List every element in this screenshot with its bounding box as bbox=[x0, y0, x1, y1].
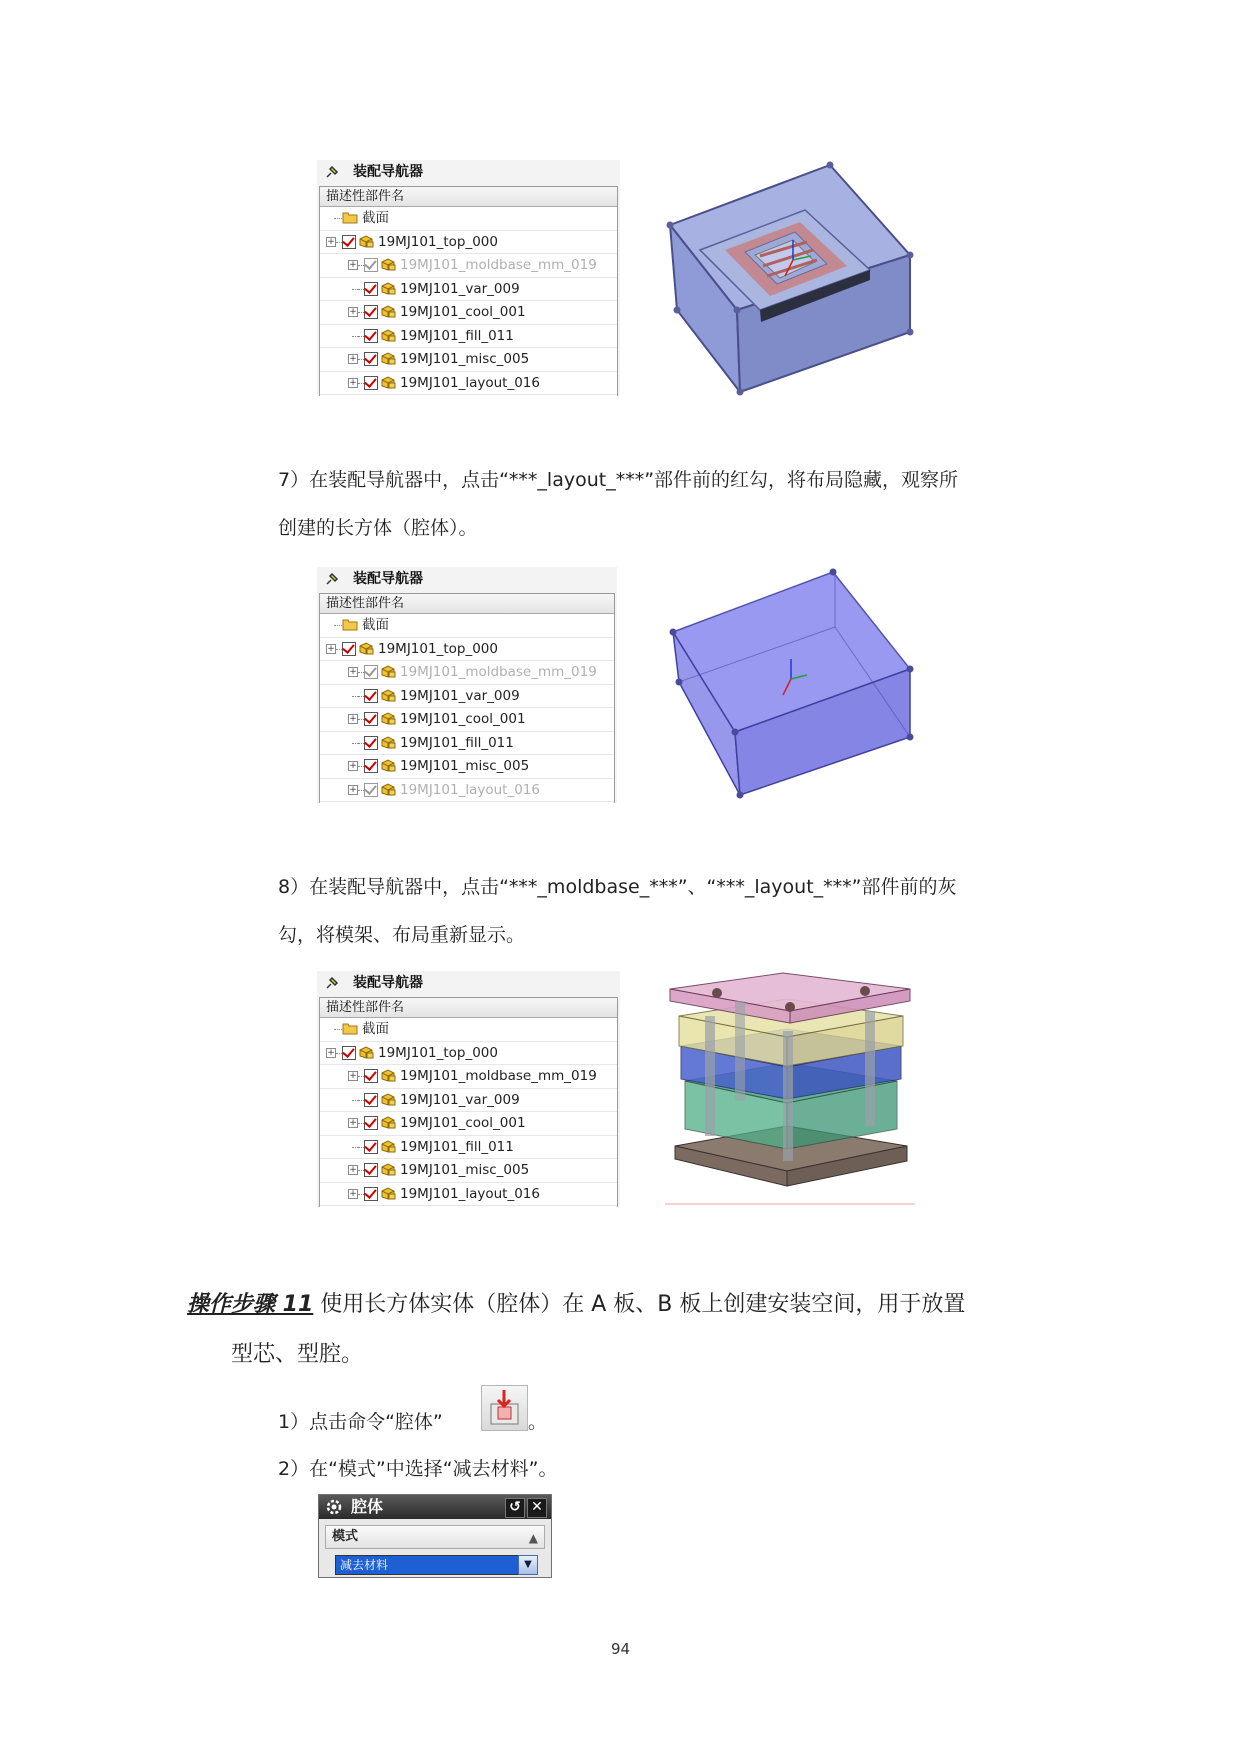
assembly-part-icon bbox=[380, 711, 396, 725]
tree-row-part[interactable] bbox=[320, 372, 617, 396]
expand-icon[interactable]: + bbox=[327, 643, 335, 654]
expand-icon[interactable]: + bbox=[349, 714, 357, 724]
tree-row-part[interactable] bbox=[320, 638, 614, 662]
expand-icon[interactable]: + bbox=[349, 1165, 357, 1175]
step-7-line-2: 创建的长方体（腔体）。 bbox=[278, 517, 478, 539]
expand-icon[interactable]: + bbox=[349, 1118, 357, 1128]
visibility-checkbox[interactable] bbox=[364, 665, 378, 679]
pin-icon bbox=[325, 572, 339, 586]
visibility-checkbox[interactable] bbox=[364, 1140, 378, 1154]
tree-row-part[interactable] bbox=[320, 1042, 617, 1066]
visibility-checkbox[interactable] bbox=[342, 235, 356, 249]
tree-row-section[interactable]: 截面 bbox=[320, 614, 614, 638]
visibility-checkbox[interactable] bbox=[364, 1163, 378, 1177]
tree-row-part[interactable] bbox=[320, 732, 614, 756]
assembly-navigator-panel-2 bbox=[317, 567, 617, 803]
moldbase-model-image bbox=[665, 971, 915, 1207]
visibility-checkbox[interactable] bbox=[364, 1069, 378, 1083]
tree-row-part[interactable] bbox=[320, 254, 617, 278]
expand-icon[interactable]: + bbox=[349, 1071, 357, 1081]
part-name: 19MJ101_misc_005 bbox=[400, 758, 530, 774]
expand-icon[interactable]: + bbox=[349, 1188, 357, 1199]
reset-icon[interactable]: ↺ bbox=[505, 1498, 525, 1518]
expand-icon[interactable]: + bbox=[349, 761, 357, 771]
visibility-checkbox[interactable] bbox=[342, 1046, 356, 1060]
folder-icon bbox=[342, 211, 358, 224]
part-name: 19MJ101_cool_001 bbox=[400, 304, 526, 320]
expand-icon[interactable]: + bbox=[349, 307, 357, 317]
tree-row-part[interactable] bbox=[320, 325, 617, 349]
column-header[interactable]: 描述性部件名 bbox=[320, 187, 617, 207]
assembly-part-icon bbox=[380, 328, 396, 342]
step-11-label: 操作步骤 11 bbox=[187, 1292, 314, 1317]
tree-row-part[interactable] bbox=[320, 1183, 617, 1207]
expand-icon[interactable]: + bbox=[349, 377, 357, 388]
visibility-checkbox[interactable] bbox=[364, 352, 378, 366]
tree-row-part[interactable] bbox=[320, 708, 614, 732]
tree-row-part[interactable] bbox=[320, 1159, 617, 1183]
folder-icon bbox=[342, 618, 358, 631]
tree-row-part[interactable] bbox=[320, 1136, 617, 1160]
pin-icon bbox=[325, 976, 339, 990]
part-name: 19MJ101_top_000 bbox=[378, 233, 498, 250]
column-header[interactable]: 描述性部件名 bbox=[320, 998, 617, 1018]
mode-select[interactable]: 减去材料 bbox=[335, 1555, 519, 1575]
pin-icon bbox=[325, 165, 339, 179]
navigator-title: 装配导航器 bbox=[317, 160, 620, 186]
assembly-part-icon bbox=[380, 281, 396, 295]
column-header[interactable]: 描述性部件名 bbox=[320, 594, 614, 614]
visibility-checkbox[interactable] bbox=[364, 329, 378, 343]
assembly-part-icon bbox=[380, 257, 396, 271]
cavity-command-icon[interactable] bbox=[481, 1385, 528, 1431]
tree-row-part[interactable] bbox=[320, 231, 617, 255]
assembly-part-icon bbox=[380, 375, 396, 389]
navigator-title: 装配导航器 bbox=[317, 567, 617, 593]
visibility-checkbox[interactable] bbox=[364, 736, 378, 750]
navigator-table bbox=[319, 186, 618, 396]
tree-row-part[interactable] bbox=[320, 685, 614, 709]
tree-row-section[interactable]: 截面 bbox=[320, 1018, 617, 1042]
expand-icon[interactable]: + bbox=[349, 667, 357, 677]
cavity-layout-model-image bbox=[665, 160, 915, 400]
assembly-part-icon bbox=[380, 304, 396, 318]
visibility-checkbox[interactable] bbox=[364, 759, 378, 773]
tree-row-part[interactable] bbox=[320, 1065, 617, 1089]
visibility-checkbox[interactable] bbox=[364, 376, 378, 390]
step-7-line-1: 7）在装配导航器中，点击“***_layout_***”部件前的红勾，将布局隐藏，观察所 bbox=[278, 469, 959, 491]
assembly-part-icon bbox=[358, 234, 374, 248]
part-name: 19MJ101_cool_001 bbox=[400, 1115, 526, 1131]
chevron-down-icon[interactable]: ▼ bbox=[518, 1555, 538, 1575]
mode-section-header[interactable]: 模式 ▲ bbox=[325, 1525, 545, 1549]
assembly-part-icon bbox=[380, 1068, 396, 1082]
assembly-part-icon bbox=[380, 782, 396, 796]
visibility-checkbox[interactable] bbox=[364, 783, 378, 797]
tree-row-part[interactable] bbox=[320, 1112, 617, 1136]
expand-icon[interactable]: + bbox=[349, 784, 357, 795]
visibility-checkbox[interactable] bbox=[364, 305, 378, 319]
assembly-part-icon bbox=[380, 1092, 396, 1106]
visibility-checkbox[interactable] bbox=[364, 712, 378, 726]
step-11-text-line-2: 型芯、型腔。 bbox=[231, 1342, 364, 1367]
part-name: 19MJ101_moldbase_mm_019 bbox=[400, 664, 597, 680]
part-name: 19MJ101_var_009 bbox=[400, 1091, 520, 1108]
part-name: 19MJ101_fill_011 bbox=[400, 327, 514, 344]
assembly-part-icon bbox=[358, 1045, 374, 1059]
tree-row-part[interactable] bbox=[320, 779, 614, 803]
part-name: 19MJ101_layout_016 bbox=[400, 781, 540, 798]
expand-icon[interactable]: + bbox=[349, 354, 357, 364]
assembly-part-icon bbox=[380, 735, 396, 749]
step-11-heading bbox=[187, 1290, 965, 1320]
dialog-title: 腔体 bbox=[351, 1497, 384, 1516]
expand-icon[interactable]: + bbox=[327, 236, 335, 247]
visibility-checkbox[interactable] bbox=[364, 1187, 378, 1201]
assembly-part-icon bbox=[358, 641, 374, 655]
part-name: 19MJ101_top_000 bbox=[378, 1044, 498, 1061]
part-name: 19MJ101_moldbase_mm_019 bbox=[400, 257, 597, 273]
tree-row-part[interactable] bbox=[320, 661, 614, 685]
cavity-dialog bbox=[318, 1494, 552, 1578]
part-name: 19MJ101_misc_005 bbox=[400, 1162, 530, 1178]
part-name: 19MJ101_top_000 bbox=[378, 640, 498, 657]
part-name: 19MJ101_moldbase_mm_019 bbox=[400, 1068, 597, 1084]
substep-1-text: 1）点击命令“腔体” bbox=[278, 1411, 443, 1433]
expand-icon[interactable]: + bbox=[349, 260, 357, 270]
tree-row-part[interactable] bbox=[320, 301, 617, 325]
assembly-part-icon bbox=[380, 1162, 396, 1176]
assembly-part-icon bbox=[380, 664, 396, 678]
chevron-up-icon[interactable]: ▲ bbox=[528, 1531, 538, 1545]
assembly-part-icon bbox=[380, 351, 396, 365]
dialog-titlebar bbox=[319, 1495, 551, 1519]
part-name: 19MJ101_layout_016 bbox=[400, 374, 540, 391]
assembly-part-icon bbox=[380, 758, 396, 772]
step-8-line-1: 8）在装配导航器中，点击“***_moldbase_***”、“***_layout_***”部件前的灰 bbox=[278, 876, 957, 898]
step-11-text: 使用长方体实体（腔体）在 A 板、B 板上创建安装空间，用于放置 bbox=[313, 1292, 966, 1317]
navigator-title: 装配导航器 bbox=[317, 971, 620, 997]
assembly-navigator-panel-3 bbox=[317, 971, 620, 1207]
part-name: 19MJ101_layout_016 bbox=[400, 1185, 540, 1202]
substep-1-suffix: 。 bbox=[528, 1411, 548, 1433]
assembly-part-icon bbox=[380, 1115, 396, 1129]
tree-row-part[interactable] bbox=[320, 278, 617, 302]
tree-row-part[interactable] bbox=[320, 1089, 617, 1113]
page-number: 94 bbox=[611, 1640, 631, 1658]
tree-row-part[interactable] bbox=[320, 348, 617, 372]
assembly-part-icon bbox=[380, 1186, 396, 1200]
visibility-checkbox[interactable] bbox=[364, 1116, 378, 1130]
cavity-block-model-image bbox=[665, 567, 915, 802]
assembly-navigator-panel-1 bbox=[317, 160, 620, 396]
navigator-table bbox=[319, 593, 615, 803]
visibility-checkbox[interactable] bbox=[342, 642, 356, 656]
substep-1 bbox=[278, 1409, 443, 1435]
tree-row-section[interactable]: 截面 bbox=[320, 207, 617, 231]
visibility-checkbox[interactable] bbox=[364, 689, 378, 703]
folder-icon bbox=[342, 1022, 358, 1035]
part-name: 19MJ101_var_009 bbox=[400, 687, 520, 704]
substep-2: 2）在“模式”中选择“减去材料”。 bbox=[278, 1458, 558, 1480]
part-name: 19MJ101_fill_011 bbox=[400, 1138, 514, 1155]
navigator-table bbox=[319, 997, 618, 1207]
visibility-checkbox[interactable] bbox=[364, 1093, 378, 1107]
gear-icon[interactable] bbox=[325, 1498, 343, 1516]
part-name: 19MJ101_var_009 bbox=[400, 280, 520, 297]
expand-icon[interactable]: + bbox=[327, 1047, 335, 1058]
part-name: 19MJ101_misc_005 bbox=[400, 351, 530, 367]
assembly-part-icon bbox=[380, 1139, 396, 1153]
close-icon[interactable]: ✕ bbox=[527, 1498, 547, 1518]
visibility-checkbox[interactable] bbox=[364, 282, 378, 296]
visibility-checkbox[interactable] bbox=[364, 258, 378, 272]
part-name: 19MJ101_fill_011 bbox=[400, 734, 514, 751]
part-name: 19MJ101_cool_001 bbox=[400, 711, 526, 727]
tree-row-part[interactable] bbox=[320, 755, 614, 779]
assembly-part-icon bbox=[380, 688, 396, 702]
step-8-line-2: 勾，将模架、布局重新显示。 bbox=[278, 924, 526, 946]
